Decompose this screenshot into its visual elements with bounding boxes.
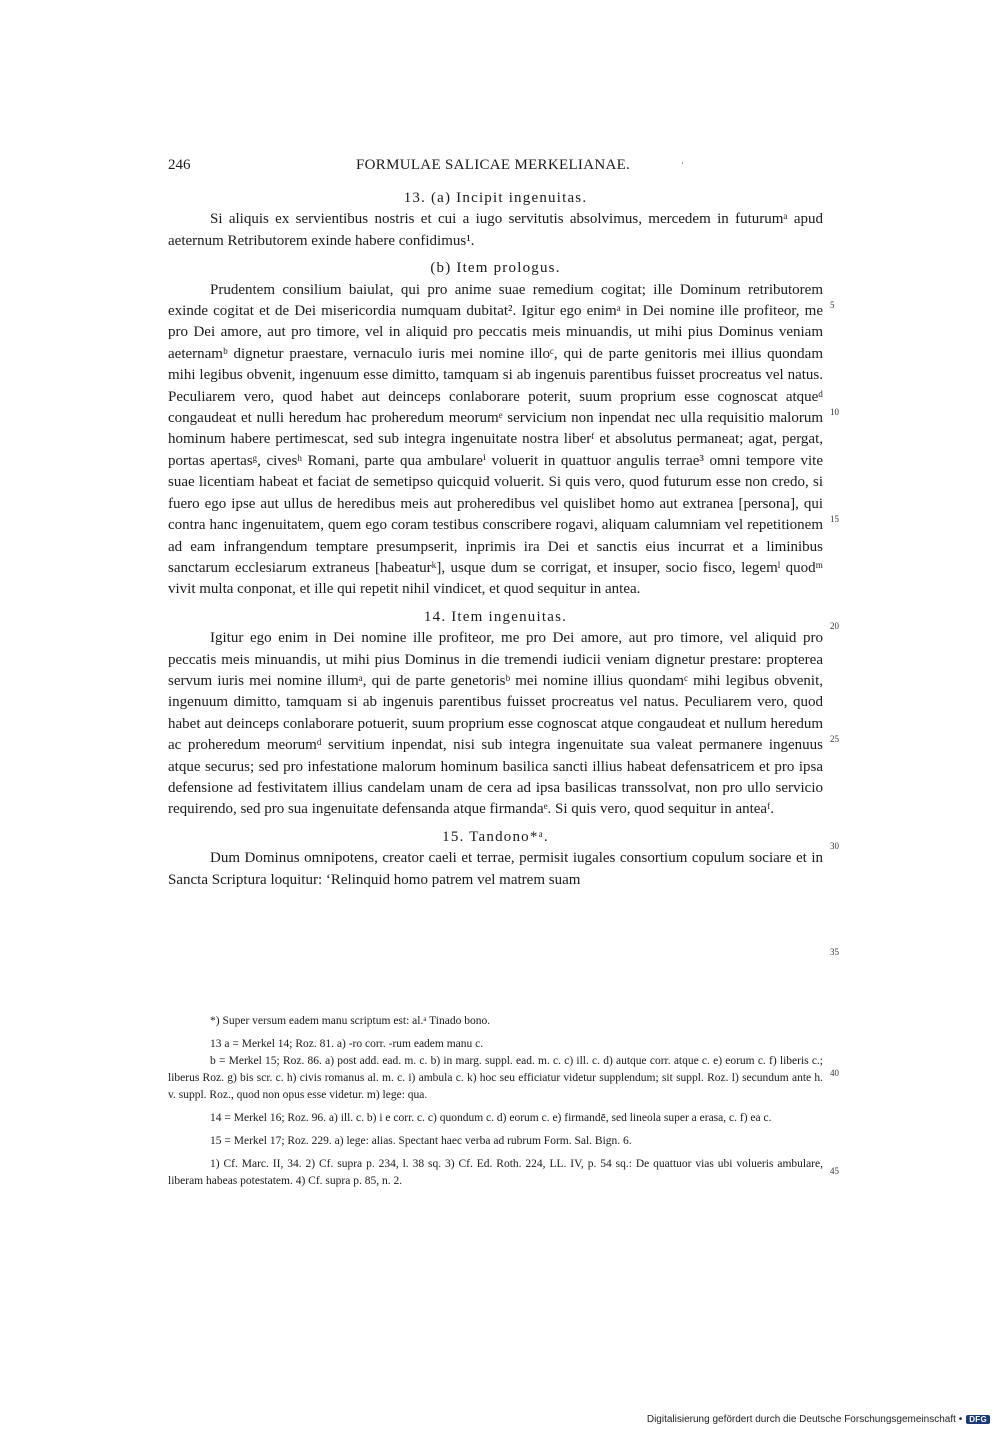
apparatus-15: 15 = Merkel 17; Roz. 229. a) lege: alias. Spectant haec verba ad rubrum Form. Sal. Bign. 6. bbox=[210, 1135, 632, 1147]
line-number: 5 bbox=[830, 300, 835, 310]
running-header bbox=[168, 157, 823, 179]
dfg-logo: DFG bbox=[966, 1415, 990, 1424]
line-number: 10 bbox=[830, 407, 839, 417]
line-number: 35 bbox=[830, 947, 839, 957]
page-number: 246 bbox=[168, 157, 191, 173]
section-heading: 13. (a) Incipit ingenuitas. bbox=[403, 190, 588, 206]
line-number: 25 bbox=[830, 734, 839, 744]
star-footnote: *) Super versum eadem manu scriptum est: al.ᵃ Tinado bono. bbox=[210, 1015, 491, 1027]
section-paragraph: Igitur ego enim in Dei nomine ille profiteor, me pro Dei amore, aut pro timore, vel aliquid pro peccatis meis minuandis, ut mihi pius Dominus in die tremendi iudicii veniam dignetur prestare: propterea servum iuris mei nomine illumᵃ, qui de parte genetorisᵇ mei nomine illius quondamᶜ mihi legibus obvenit, ingenuum dimitto, tamquam si ab ingenuis parentibus fuisset procreatus vel natus. Peculiarem vero, quod habet aut deinceps conlaborare potuerit, suum proprium esse cognoscat atque congaudeat et nullum heredum ac proheredum meorumᵈ servitium inpendat, nisi sub integra ingenuitate sua valeat permanere ingenuus atque securus; sed pro infestatione malorum hominum basilica sancti illius habeat defensatricem et pro ipsa defensione ad festivitatem illius candelam unam de cera ad ipsa basilicas transsolvat, non pro ullo servicio requirendo, sed pro sua ingenuitate defensanda atque firmandaᵉ. Si quis vero, quod sequitur in anteaᶠ. bbox=[168, 630, 823, 818]
main-text bbox=[168, 188, 823, 891]
credit-text: Digitalisierung gefördert durch die Deutsche Forschungsgemeinschaft • bbox=[646, 1414, 963, 1425]
line-number: 45 bbox=[830, 1166, 839, 1176]
line-number: 15 bbox=[830, 514, 839, 524]
digitization-credit bbox=[600, 1414, 990, 1428]
line-number: 30 bbox=[830, 841, 839, 851]
print-mark bbox=[682, 162, 683, 164]
section-heading: (b) Item prologus. bbox=[430, 260, 561, 277]
running-title: FORMULAE SALICAE MERKELIANAE. bbox=[356, 157, 631, 173]
section-heading: 14. Item ingenuitas. bbox=[423, 608, 568, 625]
line-number: 40 bbox=[830, 1068, 839, 1078]
footnotes bbox=[168, 1013, 823, 1190]
apparatus-14: 14 = Merkel 16; Roz. 96. a) ill. c. b) i e corr. c. c) quondum c. d) eorum c. e) firmandē, sed lineola super a erasa, c. f) ea c. bbox=[210, 1112, 772, 1124]
line-number: 20 bbox=[830, 621, 839, 631]
apparatus-13b: b = Merkel 15; Roz. 86. a) post add. ead. m. c. b) in marg. suppl. ead. m. c. c) ill. c. d) autque corr. atque c. e) eorum c. f) liberis c.; liberus Roz. g) bis scr. c. h) civis romanus al. m. c. i) ambula c. k) hoc seu efficiatur videtur supplendum; sit suppl. Roz. l) secundum ante h. v. suppl. Roz., quod non opus esse videtur. m) lege: qua. bbox=[168, 1055, 823, 1101]
section-paragraph: Dum Dominus omnipotens, creator caeli et terrae, permisit iugales consortium copulum sociare et in Sancta Scriptura loquitur: ‘Relinquid homo patrem vel matrem suam bbox=[168, 850, 823, 888]
source-notes: 1) Cf. Marc. II, 34. 2) Cf. supra p. 234, l. 38 sq. 3) Cf. Ed. Roth. 224, LL. IV, p. 54 sq.: De quattuor vias ubi volueris ambulare, liberam habeas potestatem. 4) Cf. supra p. 85, n. 2. bbox=[168, 1158, 823, 1187]
apparatus-13a: 13 a = Merkel 14; Roz. 81. a) -ro corr. -rum eadem manu c. bbox=[210, 1038, 484, 1050]
section-paragraph: Prudentem consilium baiulat, qui pro anime suae remedium cogitat; ille Dominum retributorem exinde cogitat et de Dei misericordia numquam dubitat². Igitur ego enimᵃ in Dei nomine ille profiteor, me pro Dei amore, aut pro timore, vel in aliquid pro peccatis meis minuandis, ut mihi pius Dominus veniam aeternamᵇ dignetur praestare, vernaculo iuris mei nomine illoᶜ, qui de parte genitoris mei illius quondam mihi legibus obvenit, ingenuum esse dimitto, tamquam si ab ingenuis parentibus fuisset procreatus vel natus. Peculiarem vero, quod habet aut deinceps conlaborare poterit, suum proprium esse cognoscat atqueᵈ congaudeat et nulli heredum hac proheredum meorumᵉ servicium non inpendat nec ulla requisitio malorum hominum habere pertimescat, sed sub integra ingenuitate nostra liberᶠ et absolutus permaneat; agat, pergat, portas apertasᵍ, civesʰ Romani, parte qua ambulareⁱ voluerit in quattuor angulis terrae³ omni tempore vite suae licentiam habeat et faciat de semetipso quicquid voluerit. Si quis vero, quod futurum esse non credo, si fuero ego ipse aut ullus de heredibus meis aut proheredibus vel quislibet homo aut extranea [persona], qui contra hanc ingenuitatem, quem ego coram testibus conscribere rogavi, aliquam calumniam vel repetitionem ad eam infrangendum temptare presumpserit, inprimis ira Dei et sanctis eius incurrat et a liminibus sanctarum ecclesiarum extraneus [habeaturᵏ], usque dum se corrigat, et insuper, socio fisco, legemˡ quodᵐ vivit multa conponat, et ille qui repetit nihil vindicet, et quod sequitur in antea. bbox=[168, 281, 823, 598]
section-heading: 15. Tandono*ᵃ. bbox=[442, 828, 549, 845]
section-paragraph: Si aliquis ex servientibus nostris et cui a iugo servitutis absolvimus, mercedem in futurumᵃ apud aeternum Retributorem exinde habere confidimus¹. bbox=[168, 211, 823, 249]
